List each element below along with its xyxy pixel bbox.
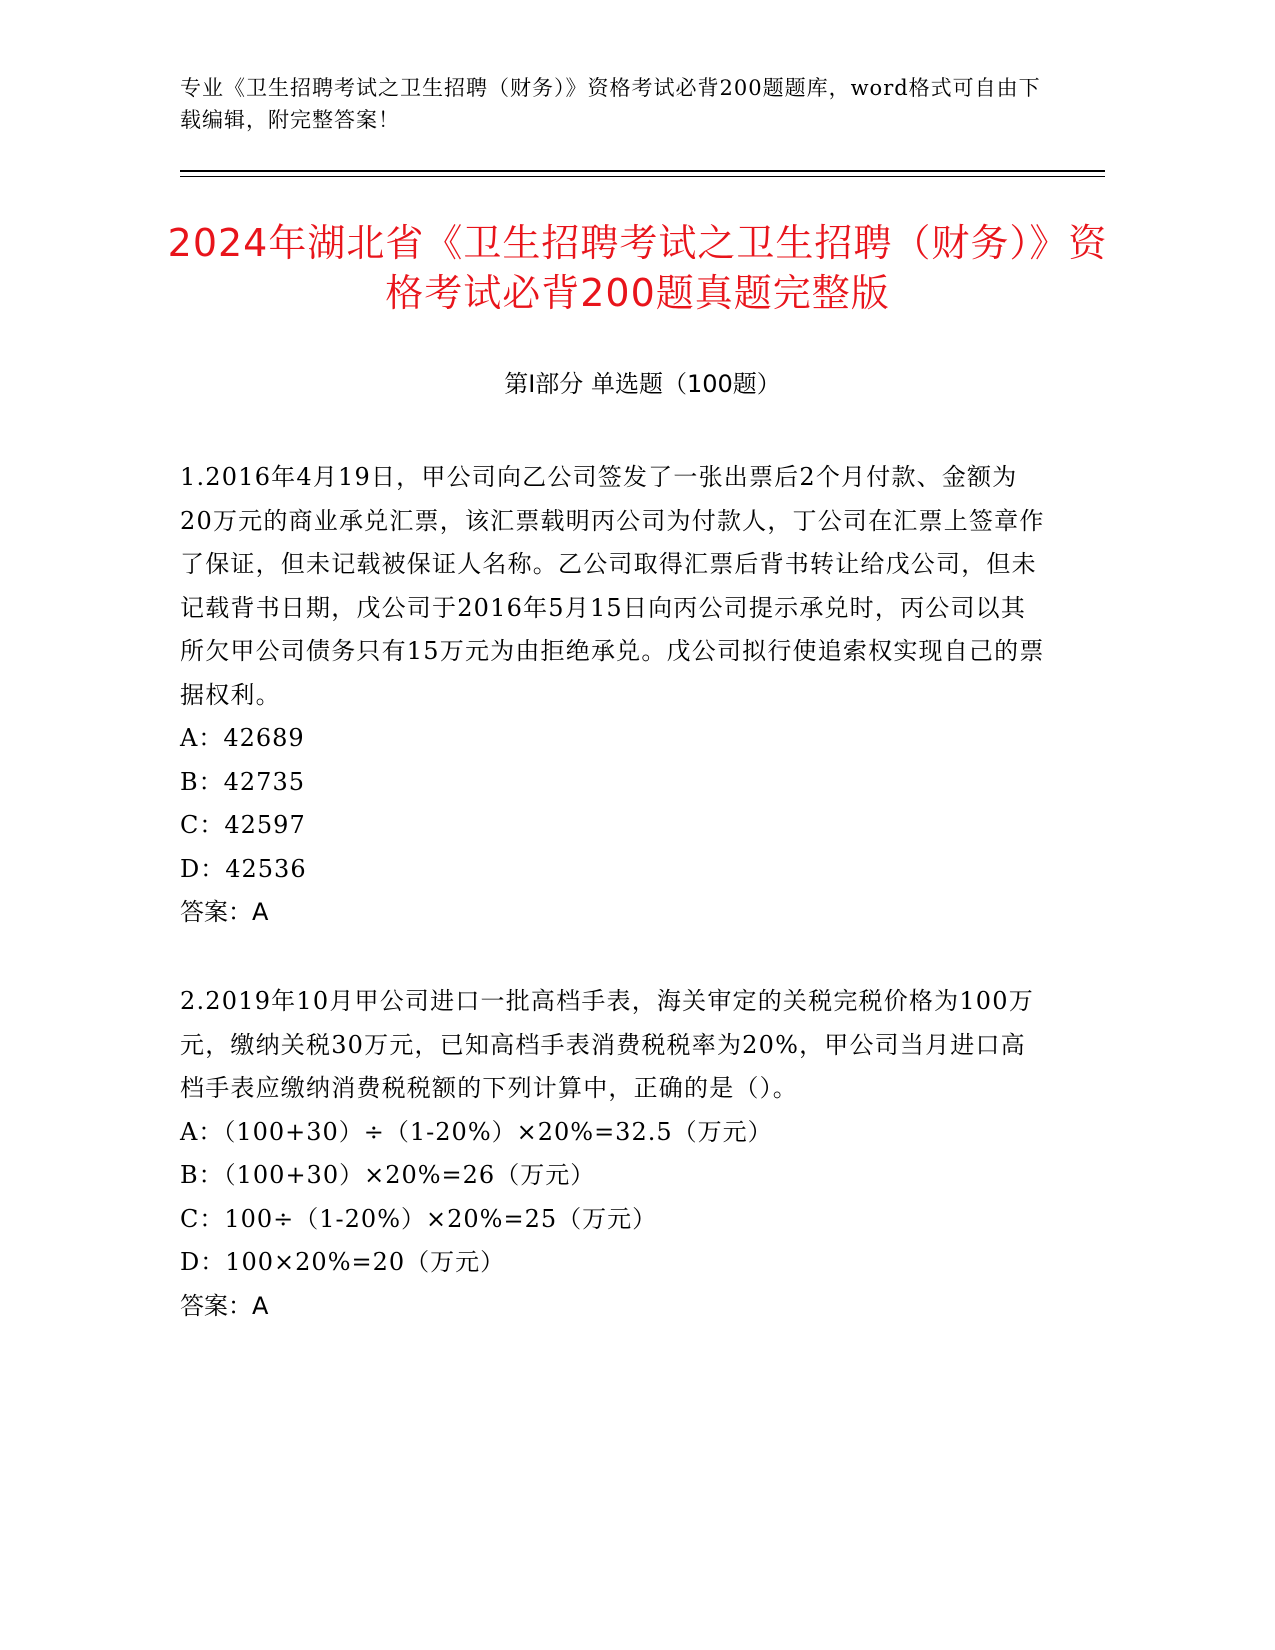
option-a: A：42689 <box>180 724 305 752</box>
question-stem: 1.2016年4月19日，甲公司向乙公司签发了一张出票后2个月付款、金额为20万元的商业承兑汇票，该汇票载明丙公司为付款人，丁公司在汇票上签章作了保证，但未记载被保证人名称。乙公司取得汇票后背书转让给戊公司，但未记载背书日期，戊公司于2016年5月15日向丙公司提示承兑时，丙公司以其所欠甲公司债务只有15万元为由拒绝承兑。戊公司拟行使追索权实现自己的票据权利。 <box>180 463 1045 709</box>
option-c: C：42597 <box>180 811 306 839</box>
header-note: 专业《卫生招聘考试之卫生招聘（财务）》资格考试必背200题题库，word格式可自由下载编辑，附完整答案！ <box>180 76 1041 132</box>
option-d: D：100×20%=20（万元） <box>180 1248 506 1276</box>
section-heading: 第Ⅰ部分 单选题（100题） <box>504 370 781 398</box>
header-divider <box>180 170 1105 172</box>
answer-line: 答案：A <box>180 898 269 926</box>
option-c: C：100÷（1-20%）×20%=25（万元） <box>180 1204 658 1233</box>
document-title: 2024年湖北省《卫生招聘考试之卫生招聘（财务）》资格考试必背200题真题完整版 <box>167 221 1108 315</box>
option-b: B：42735 <box>180 767 305 796</box>
question-1 <box>180 456 1050 935</box>
option-b: B：（100+30）×20%=26（万元） <box>180 1161 596 1189</box>
header-divider-thin <box>180 176 1105 177</box>
option-d: D：42536 <box>180 854 307 883</box>
answer-line: 答案：A <box>180 1291 269 1320</box>
option-a: A：（100+30）÷（1-20%）×20%=32.5（万元） <box>180 1117 773 1146</box>
question-stem: 2.2019年10月甲公司进口一批高档手表，海关审定的关税完税价格为100万元，缴纳关税30万元，已知高档手表消费税税率为20%，甲公司当月进口高档手表应缴纳消费税税额的下列计算中，正确的是（）。 <box>180 987 1034 1102</box>
question-2 <box>180 980 1050 1328</box>
